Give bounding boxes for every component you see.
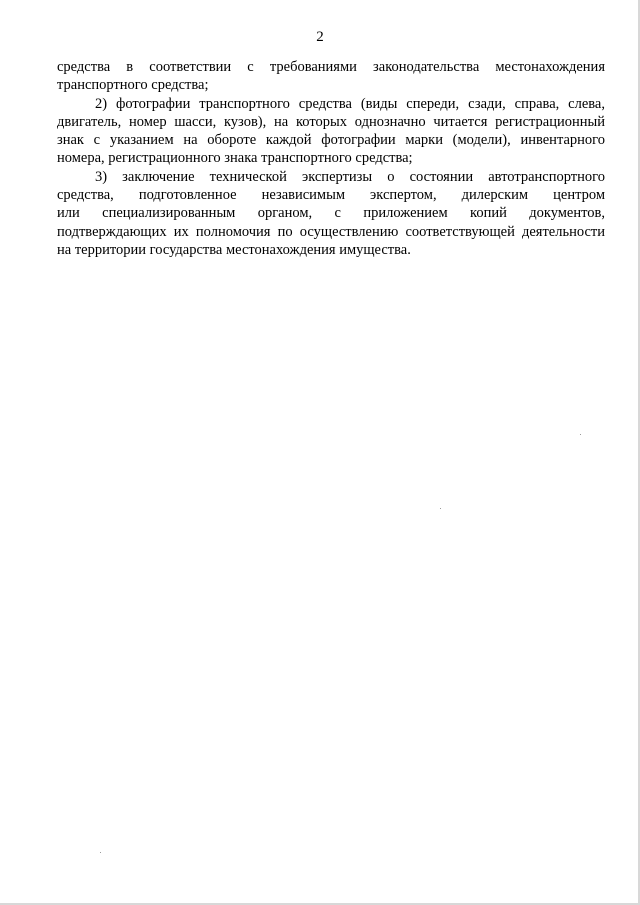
page-number: 2 [316,29,324,45]
text-line: средства, подготовленное независимым экспертом, дилерским центром [57,187,605,204]
text-line: или специализированным органом, с приложением копий документов, [57,205,605,222]
paragraph-vehicle-photos [57,95,605,168]
text-line: знак с указанием на обороте каждой фотографии марки (модели), инвентарного [57,132,605,149]
document-body [57,58,605,259]
scan-speck [100,852,101,853]
paragraph-vehicle-location [57,58,605,95]
text-line: средства в соответствии с требованиями законодательства местонахождения [57,59,605,75]
scan-speck [580,434,581,435]
text-line: 3) заключение технической экспертизы о состоянии автотранспортного [95,168,605,185]
text-line: на территории государства местонахождения имущества. [57,241,411,258]
text-line: номера, регистрационного знака транспортного средства; [57,150,413,167]
text-line: двигатель, номер шасси, кузов), на которых однозначно читается регистрационный [57,113,605,130]
text-line: подтверждающих их полномочия по осуществлению соответствующей деятельности [57,223,605,240]
scan-speck [440,508,441,509]
text-line: транспортного средства; [57,77,209,94]
text-line: 2) фотографии транспортного средства (виды спереди, сзади, справа, слева, [95,95,605,112]
paragraph-technical-expertise [57,168,605,259]
